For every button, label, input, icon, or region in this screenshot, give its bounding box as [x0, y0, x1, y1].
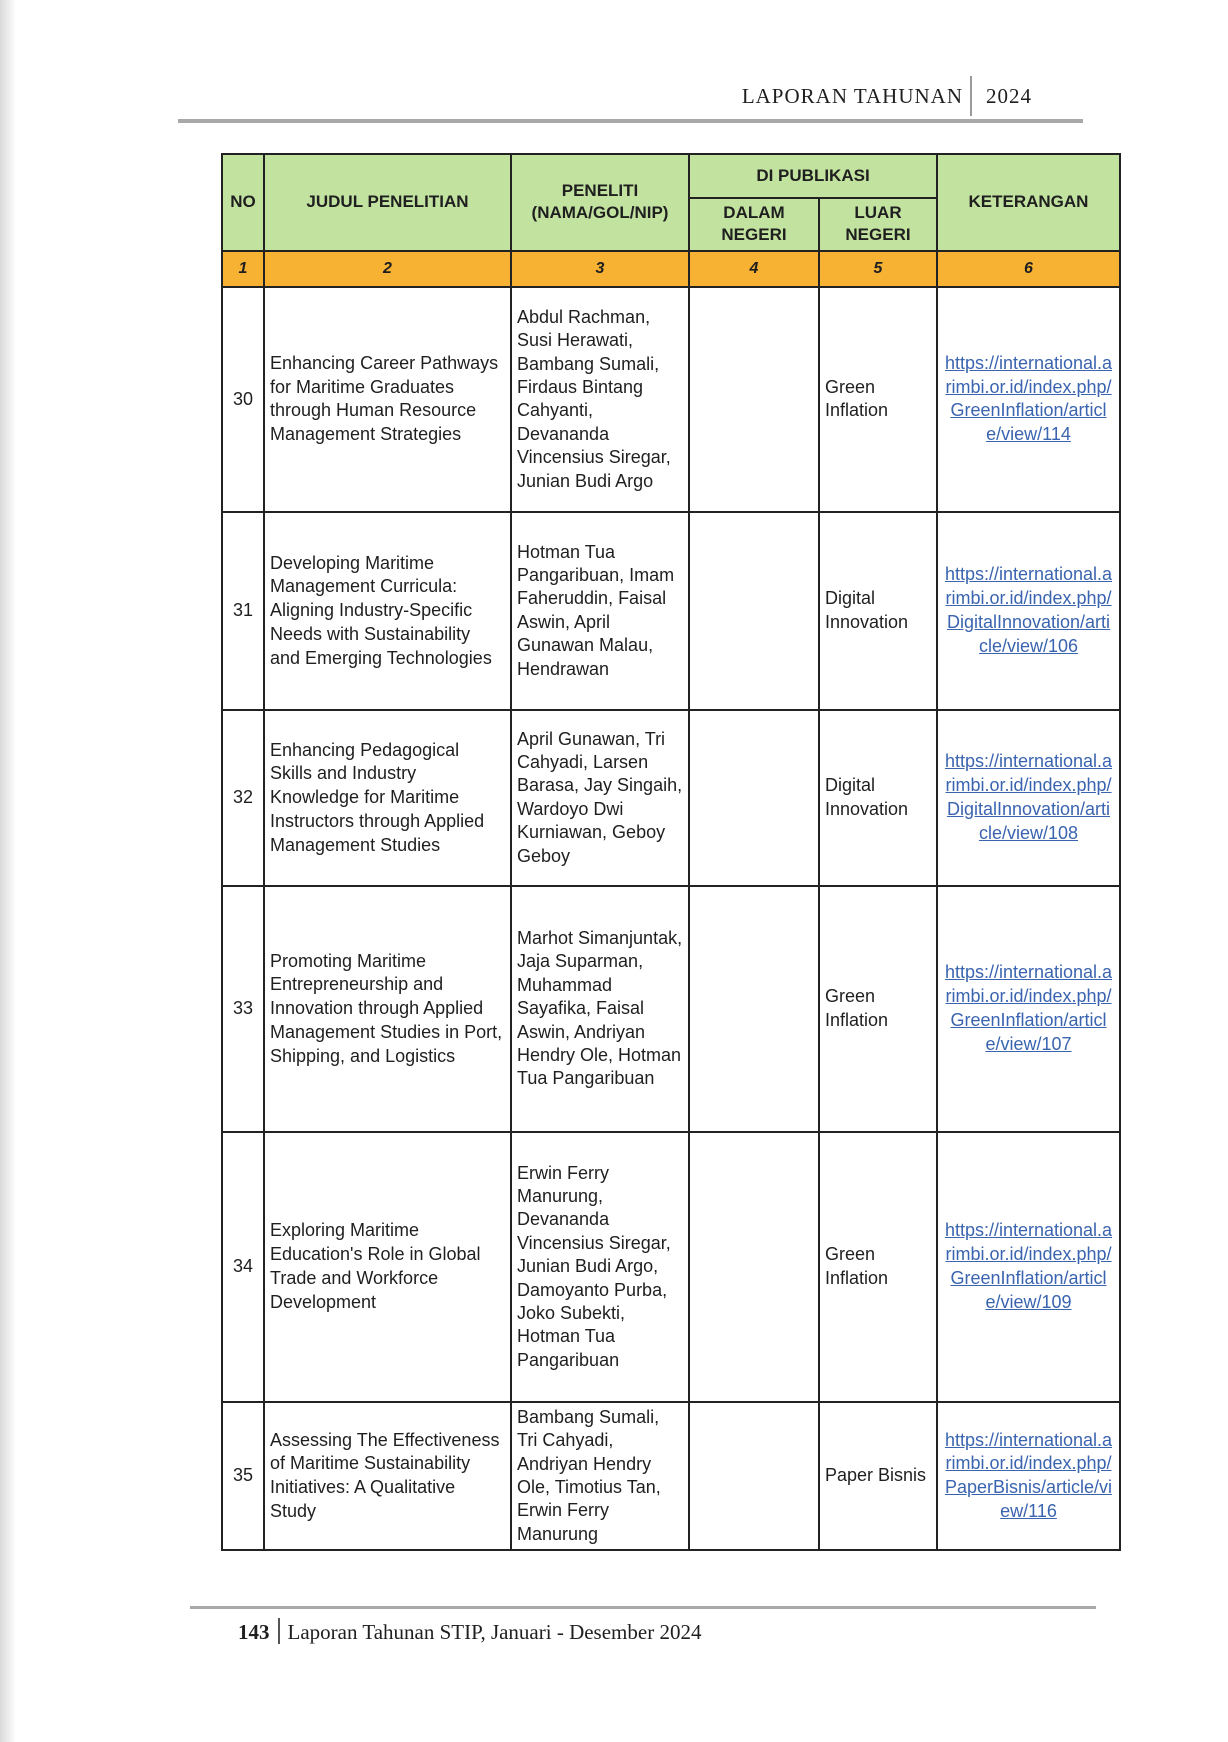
row-number: 31 — [222, 512, 264, 710]
table-row — [222, 1402, 1120, 1550]
page-edge-shadow — [0, 0, 16, 1742]
table-row — [222, 710, 1120, 886]
published-foreign: Green Inflation — [819, 287, 937, 512]
footer-divider — [278, 1618, 280, 1644]
header-authors-line1: PENELITI — [561, 181, 639, 200]
header-note: KETERANGAN — [937, 154, 1120, 251]
article-link[interactable]: https://international.arimbi.or.id/index.php/GreenInflation/article/view/107 — [944, 962, 1113, 1054]
index-cell: 6 — [937, 251, 1120, 287]
index-cell: 2 — [264, 251, 511, 287]
header-publication: DI PUBLIKASI — [689, 154, 937, 198]
article-link[interactable]: https://international.arimbi.or.id/index.php/GreenInflation/article/view/114 — [944, 352, 1113, 445]
research-authors: Marhot Simanjuntak, Jaja Suparman, Muhammad Sayafika, Faisal Aswin, Andriyan Hendry Ole, Hotman Tua Pangaribuan — [511, 886, 689, 1132]
research-title: Enhancing Career Pathways for Maritime Graduates through Human Resource Management Strategies — [264, 287, 511, 512]
research-authors: Erwin Ferry Manurung, Devananda Vincensius Siregar, Junian Budi Argo, Damoyanto Purba, Joko Subekti, Hotman Tua Pangaribuan — [511, 1132, 689, 1402]
article-link[interactable]: https://international.arimbi.or.id/index.php/DigitalInnovation/article/view/106 — [944, 564, 1113, 656]
footer-rule — [190, 1606, 1096, 1609]
page-footer — [238, 1618, 701, 1645]
published-domestic — [689, 512, 819, 710]
published-foreign: Paper Bisnis — [819, 1402, 937, 1550]
table-row — [222, 1132, 1120, 1402]
header-rule — [178, 119, 1083, 123]
row-number: 34 — [222, 1132, 264, 1402]
published-domestic — [689, 1402, 819, 1550]
page-number: 143 — [238, 1620, 270, 1644]
article-link[interactable]: https://international.arimbi.or.id/index.php/PaperBisnis/article/view/116 — [944, 1429, 1113, 1521]
header-domestic: DALAM NEGERI — [689, 198, 819, 251]
row-number: 33 — [222, 886, 264, 1132]
research-title: Exploring Maritime Education's Role in Global Trade and Workforce Development — [264, 1132, 511, 1402]
research-authors: Hotman Tua Pangaribuan, Imam Faheruddin, Faisal Aswin, April Gunawan Malau, Hendrawan — [511, 512, 689, 710]
running-header — [730, 82, 1090, 122]
footer-text: Laporan Tahunan STIP, Januari - Desember 2024 — [287, 1620, 702, 1644]
note-cell — [937, 710, 1120, 886]
header-foreign: LUAR NEGERI — [819, 198, 937, 251]
published-foreign: Green Inflation — [819, 1132, 937, 1402]
published-domestic — [689, 886, 819, 1132]
note-cell — [937, 287, 1120, 512]
article-link[interactable]: https://international.arimbi.or.id/index.php/GreenInflation/article/view/109 — [944, 1220, 1113, 1312]
published-foreign: Digital Innovation — [819, 512, 937, 710]
research-table — [221, 153, 1121, 1551]
research-authors: Abdul Rachman, Susi Herawati, Bambang Sumali, Firdaus Bintang Cahyanti, Devananda Vincensius Siregar, Junian Budi Argo — [511, 287, 689, 512]
published-foreign: Digital Innovation — [819, 710, 937, 886]
note-cell — [937, 1132, 1120, 1402]
header-authors-line2: (NAMA/GOL/NIP) — [531, 203, 669, 223]
published-domestic — [689, 287, 819, 512]
published-domestic — [689, 710, 819, 886]
column-index-row — [222, 251, 1120, 287]
article-link[interactable]: https://international.arimbi.or.id/index.php/DigitalInnovation/article/view/108 — [944, 751, 1113, 843]
research-authors: April Gunawan, Tri Cahyadi, Larsen Barasa, Jay Singaih, Wardoyo Dwi Kurniawan, Geboy Geboy — [511, 710, 689, 886]
header-no: NO — [222, 154, 264, 251]
header-title: JUDUL PENELITIAN — [264, 154, 511, 251]
header-authors — [511, 154, 689, 251]
note-cell — [937, 1402, 1120, 1550]
index-cell: 5 — [819, 251, 937, 287]
row-number: 32 — [222, 710, 264, 886]
table-row — [222, 886, 1120, 1132]
research-title: Developing Maritime Management Curricula: Aligning Industry-Specific Needs with Sustainability and Emerging Technologies — [264, 512, 511, 710]
header-divider — [970, 76, 972, 116]
row-number: 30 — [222, 287, 264, 512]
research-authors: Bambang Sumali, Tri Cahyadi, Andriyan Hendry Ole, Timotius Tan, Erwin Ferry Manurung — [511, 1402, 689, 1550]
research-title: Enhancing Pedagogical Skills and Industry Knowledge for Maritime Instructors through Applied Management Studies — [264, 710, 511, 886]
index-cell: 1 — [222, 251, 264, 287]
research-title: Assessing The Effectiveness of Maritime Sustainability Initiatives: A Qualitative Study — [264, 1402, 511, 1550]
row-number: 35 — [222, 1402, 264, 1550]
note-cell — [937, 886, 1120, 1132]
index-cell: 3 — [511, 251, 689, 287]
report-title: LAPORAN TAHUNAN — [741, 84, 963, 108]
published-domestic — [689, 1132, 819, 1402]
table-row — [222, 512, 1120, 710]
index-cell: 4 — [689, 251, 819, 287]
research-title: Promoting Maritime Entrepreneurship and Innovation through Applied Management Studies in Port, Shipping, and Logistics — [264, 886, 511, 1132]
note-cell — [937, 512, 1120, 710]
table-row — [222, 287, 1120, 512]
report-year: 2024 — [986, 84, 1032, 108]
published-foreign: Green Inflation — [819, 886, 937, 1132]
